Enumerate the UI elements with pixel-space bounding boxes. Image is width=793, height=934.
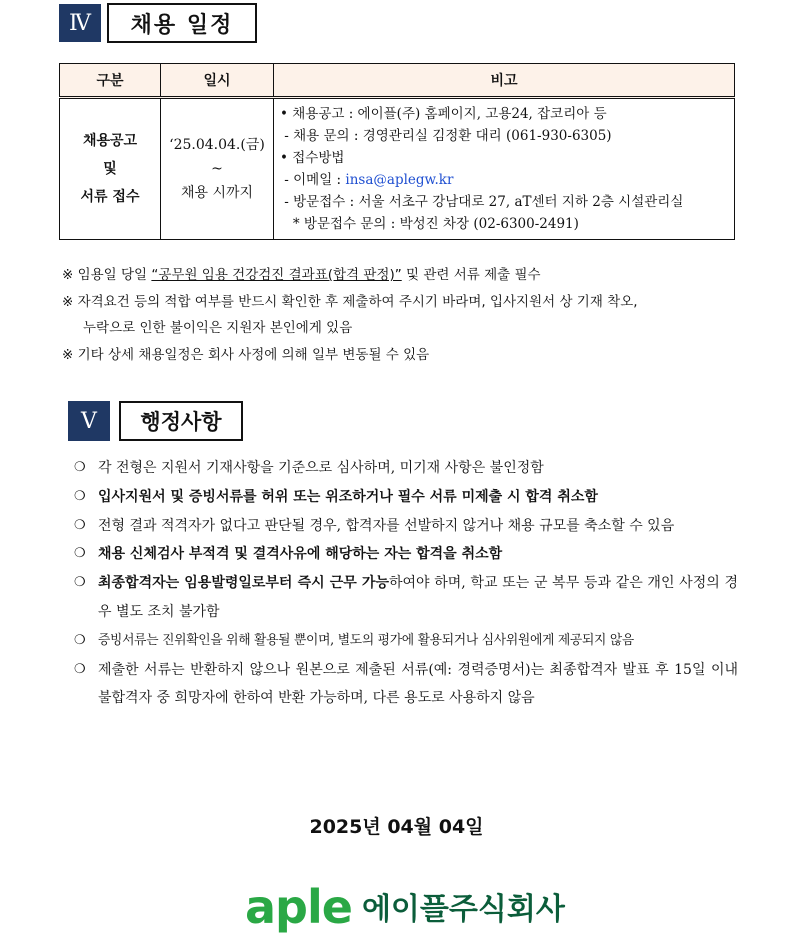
remark-line: - 방문접수 : 서울 서초구 강남대로 27, aT센터 지하 2층 시설관리실 [280, 194, 684, 210]
list-item [74, 454, 738, 483]
table-header-category: 구분 [60, 64, 161, 98]
note-1 [62, 262, 738, 289]
note-text: 및 관련 서류 제출 필수 [401, 267, 541, 283]
remark-line: • 채용공고 : 에이플(주) 홈페이지, 고용24, 잡코리아 등 [280, 106, 607, 122]
item-text: 채용 신체검사 부적격 및 결격사유에 해당하는 자는 합격을 취소함 [98, 546, 503, 563]
section-4-number: Ⅳ [59, 4, 101, 42]
section-4-header [59, 3, 257, 43]
item-text: 제출한 서류는 반환하지 않으나 원본으로 제출된 서류(예: 경력증명서)는 최종합격자 발표 후 15일 이내 불합격자 중 희망자에 한하여 반환 가능하며, 다른 용도로 사용하지 않음 [98, 661, 738, 707]
bullet-icon: ❍ [74, 575, 86, 591]
bullet-icon: ❍ [74, 488, 86, 504]
item-text: 각 전형은 지원서 기재사항을 기준으로 심사하며, 미기재 사항은 불인정함 [98, 460, 544, 476]
issue-date: 2025년 04월 04일 [309, 816, 484, 838]
table-header-date: 일시 [161, 64, 274, 98]
item-text: 전형 결과 적격자가 없다고 판단될 경우, 합격자를 선발하지 않거나 채용 규모를 축소할 수 있음 [98, 517, 675, 534]
note-2: ※ 자격요건 등의 적합 여부를 반드시 확인한 후 제출하여 주시기 바라며, 입사지원서 상 기재 착오, [62, 293, 638, 310]
remarks-cell [274, 98, 735, 240]
category-line: 서류 접수 [80, 189, 140, 205]
date-cell [161, 98, 274, 240]
section-5-number: Ⅴ [68, 401, 110, 441]
section-5-title: 행정사항 [119, 401, 243, 441]
schedule-table [59, 63, 735, 240]
remark-line: - 채용 문의 : 경영관리실 김정환 대리 (061-930-6305) [280, 128, 612, 144]
date-line: ‘25.04.04.(금) [169, 137, 265, 153]
bullet-icon: ❍ [74, 632, 86, 648]
company-logo [245, 870, 565, 934]
remark-line: • 접수방법 [280, 150, 345, 166]
section-4-title: 채용 일정 [107, 3, 257, 43]
admin-items [74, 454, 738, 713]
list-item [74, 483, 738, 512]
note-text: ※ 임용일 당일 [62, 267, 152, 283]
remark-line-email [280, 169, 728, 191]
item-text: 입사지원서 및 증빙서류를 허위 또는 위조하거나 필수 서류 미제출 시 합격 취소함 [98, 488, 598, 505]
item-text [98, 569, 738, 627]
logo-company-name: 에이플주식회사 [361, 892, 565, 927]
notes-block [62, 262, 738, 368]
list-item [74, 627, 738, 656]
date-line: ~ [211, 161, 223, 177]
bullet-icon: ❍ [74, 661, 86, 677]
table-header-remarks: 비고 [274, 64, 735, 98]
date-line: 채용 시까지 [180, 185, 254, 201]
bullet-icon: ❍ [74, 517, 86, 533]
list-item [74, 569, 738, 627]
logo-mark: aple [245, 880, 352, 934]
category-cell [60, 98, 161, 240]
table-row [60, 98, 735, 240]
remark-line: * 방문접수 문의 : 박성진 차장 (02-6300-2491) [280, 216, 579, 232]
email-link[interactable]: insa@aplegw.kr [345, 172, 454, 188]
category-line: 및 [103, 161, 117, 177]
note-3: ※ 기타 상세 채용일정은 회사 사정에 의해 일부 변동될 수 있음 [62, 346, 430, 363]
list-item [74, 656, 738, 714]
list-item [74, 540, 738, 569]
note-2-cont: 누락으로 인한 불이익은 지원자 본인에게 있음 [83, 320, 353, 336]
bullet-icon: ❍ [74, 546, 86, 562]
category-line: 채용공고 [82, 133, 138, 149]
bullet-icon: ❍ [74, 460, 86, 475]
item-text-bold: 최종합격자는 임용발령일로부터 즉시 근무 가능 [98, 575, 389, 592]
section-5-header [68, 401, 243, 441]
item-text-rest: 하여야 하며, 학교 또는 군 복무 등과 같은 개인 사정의 경우 별도 조치 불가함 [98, 575, 738, 620]
item-text: 증빙서류는 진위확인을 위해 활용될 뿐이며, 별도의 평가에 활용되거나 심사위원에게 제공되지 않음 [98, 632, 634, 648]
note-underlined: “공무원 임용 건강검진 결과표(합격 판정)” [151, 267, 402, 283]
email-label: - 이메일 : [280, 172, 346, 188]
list-item [74, 512, 738, 541]
